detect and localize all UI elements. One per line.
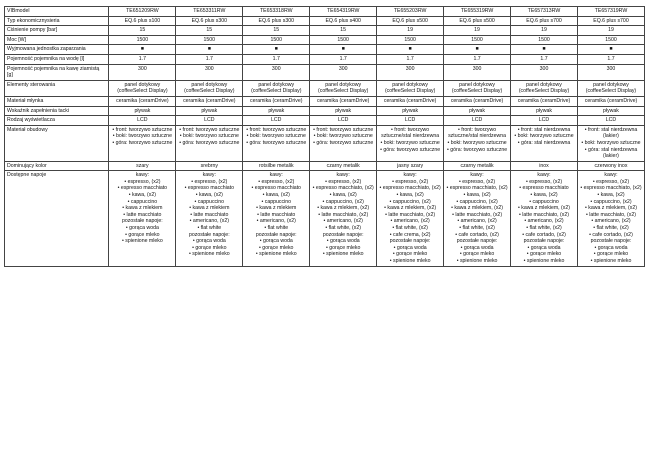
table-row bbox=[5, 106, 645, 116]
list-item: • front: tworzywo sztuczne/stal nierdzewna bbox=[381, 126, 440, 140]
list-item: • góra: tworzywo sztuczne bbox=[246, 139, 307, 146]
row-label: Dostępne napoje bbox=[5, 171, 109, 266]
table-cell: panel dotykowy (coffeeSelect Display) bbox=[243, 80, 310, 96]
other-drinks-list bbox=[111, 218, 173, 244]
list-item: kawy: bbox=[202, 172, 216, 179]
list-item: • kawa z mlekiem, (x2) bbox=[518, 205, 570, 212]
list-item: • gorące mleko bbox=[125, 231, 160, 238]
list-item: • espresso, (x2) bbox=[525, 178, 563, 185]
table-cell: 1.7 bbox=[511, 54, 578, 64]
list-item: • latte macchiato, (x2) bbox=[586, 211, 636, 218]
list-item: • espresso macchiato bbox=[251, 185, 301, 192]
list-item: • espresso, (x2) bbox=[392, 178, 429, 185]
color-row bbox=[5, 161, 645, 171]
table-cell: ceramika (ceramDrive) bbox=[577, 96, 644, 106]
list-item: • gorąca woda bbox=[527, 244, 561, 251]
table-cell: ■ bbox=[109, 45, 176, 55]
table-cell: ■ bbox=[511, 45, 578, 55]
list-item: kawy: bbox=[135, 172, 149, 179]
drinks-cell bbox=[444, 171, 511, 266]
list-item: • espresso macchiato, (x2) bbox=[580, 185, 642, 192]
other-drinks-list bbox=[446, 238, 508, 264]
list-item: • boki: tworzywo sztuczne bbox=[380, 139, 440, 146]
table-cell: ceramika (ceramDrive) bbox=[444, 96, 511, 106]
list-item: • espresso, (x2) bbox=[325, 178, 362, 185]
list-item: • cappuccino bbox=[261, 198, 291, 205]
list-item: • gorące mleko bbox=[325, 244, 361, 251]
table-cell: jasny szary bbox=[377, 161, 444, 171]
list-item: • latte macchiato, (x2) bbox=[519, 211, 569, 218]
table-row bbox=[5, 45, 645, 55]
table-cell: pływak bbox=[377, 106, 444, 116]
drinks-row bbox=[5, 171, 645, 266]
list-item: pozostałe napoje: bbox=[523, 238, 565, 245]
table-cell: 19 bbox=[577, 26, 644, 36]
coffee-list bbox=[245, 172, 307, 231]
table-cell: 1.7 bbox=[444, 54, 511, 64]
drinks-cell bbox=[377, 171, 444, 266]
list-item: • espresso, (x2) bbox=[592, 178, 630, 185]
table-cell: rotsilbe metalik bbox=[243, 161, 310, 171]
list-item: • gorące mleko bbox=[526, 251, 562, 258]
housing-cell bbox=[243, 125, 310, 161]
list-item: • espresso, (x2) bbox=[459, 178, 496, 185]
list-item: pozostałe napoje: bbox=[590, 238, 632, 245]
table-cell: czarny metalik bbox=[444, 161, 511, 171]
list-item: • flat white, (x2) bbox=[392, 225, 428, 232]
list-item: kawy: bbox=[403, 172, 417, 179]
table-cell: pływak bbox=[109, 106, 176, 116]
spec-table bbox=[4, 6, 645, 267]
model-name: TE655203RW bbox=[377, 7, 444, 17]
housing-list bbox=[111, 127, 173, 147]
table-cell: ceramika (ceramDrive) bbox=[310, 96, 377, 106]
list-item: kawy: bbox=[269, 172, 283, 179]
table-row bbox=[5, 35, 645, 45]
table-cell: LCD bbox=[310, 116, 377, 126]
table-cell: pływak bbox=[444, 106, 511, 116]
table-row bbox=[5, 64, 645, 80]
list-item: • cappuccino bbox=[194, 198, 225, 205]
list-item: • kawa z mlekiem bbox=[256, 205, 297, 212]
row-label: Pojemność pojemnika na kawę ziarnistą [g] bbox=[5, 64, 109, 80]
table-cell: 19 bbox=[444, 26, 511, 36]
list-item: • kawa z mlekiem bbox=[189, 205, 230, 212]
list-item: • gorąca woda bbox=[460, 244, 494, 251]
list-item: • cafe cortado, (x2) bbox=[522, 231, 566, 238]
model-name: TE654319RW bbox=[310, 7, 377, 17]
drinks-cell bbox=[176, 171, 243, 266]
table-cell: 1500 bbox=[310, 35, 377, 45]
row-label: Pojemność pojemnika na wodę [l] bbox=[5, 54, 109, 64]
table-cell: EQ.6 plus s400 bbox=[310, 16, 377, 26]
model-name: TE653311RW bbox=[176, 7, 243, 17]
coffee-list bbox=[111, 172, 173, 218]
table-cell: ceramika (ceramDrive) bbox=[243, 96, 310, 106]
table-cell: 300 bbox=[444, 64, 511, 80]
list-item: • front: tworzywo sztuczne bbox=[179, 126, 240, 133]
list-item: • gorąca woda bbox=[259, 238, 293, 245]
table-cell: 1.7 bbox=[109, 54, 176, 64]
list-item: • gorąca woda bbox=[393, 244, 427, 251]
list-item: • boki: tworzywo sztuczne bbox=[514, 133, 574, 140]
list-item: • góra: tworzywo sztuczne bbox=[380, 146, 441, 153]
table-cell: EQ.6 plus s500 bbox=[377, 16, 444, 26]
row-label: Materiał młynka bbox=[5, 96, 109, 106]
table-row bbox=[5, 16, 645, 26]
header-row bbox=[5, 7, 645, 17]
table-cell: 15 bbox=[243, 26, 310, 36]
list-item: • americano, (x2) bbox=[591, 218, 631, 225]
list-item: • góra: tworzywo sztuczne bbox=[313, 139, 374, 146]
table-cell: EQ.6 plus s700 bbox=[577, 16, 644, 26]
list-item: • boki: tworzywo sztuczne bbox=[581, 139, 641, 146]
table-cell: 1500 bbox=[577, 35, 644, 45]
list-item: • kawa, (x2) bbox=[329, 192, 357, 199]
list-item: • cappuccino, (x2) bbox=[389, 198, 431, 205]
list-item: • gorące mleko bbox=[459, 251, 495, 258]
other-drinks-list bbox=[312, 232, 374, 258]
list-item: • spienione mleko bbox=[389, 258, 431, 264]
list-item: • cafe cortado, (x2) bbox=[455, 231, 499, 238]
list-item: • front: tworzywo sztuczne bbox=[313, 126, 374, 133]
table-cell: EQ.6 plus s700 bbox=[511, 16, 578, 26]
list-item: • cappuccino, (x2) bbox=[590, 198, 632, 205]
list-item: • americano, (x2) bbox=[457, 218, 497, 225]
list-item: kawy: bbox=[470, 172, 484, 179]
list-item: • flat white, (x2) bbox=[325, 225, 361, 232]
table-cell: pływak bbox=[243, 106, 310, 116]
list-item: • americano, (x2) bbox=[323, 218, 363, 225]
table-cell: ceramika (ceramDrive) bbox=[176, 96, 243, 106]
table-cell: szary bbox=[109, 161, 176, 171]
list-item: • latte macchiato, (x2) bbox=[385, 211, 436, 218]
table-cell: 1500 bbox=[444, 35, 511, 45]
table-cell: 1500 bbox=[176, 35, 243, 45]
list-item: • espresso macchiato, (x2) bbox=[312, 185, 374, 192]
list-item: pozostałe napoje: bbox=[122, 218, 163, 225]
table-row bbox=[5, 96, 645, 106]
list-item: • kawa, (x2) bbox=[530, 192, 558, 199]
list-item: • gorąca woda bbox=[594, 244, 628, 251]
housing-list bbox=[178, 127, 240, 147]
model-name: TE657313RW bbox=[511, 7, 578, 17]
list-item: • espresso macchiato, (x2) bbox=[379, 185, 441, 192]
housing-cell bbox=[511, 125, 578, 161]
list-item: • kawa, (x2) bbox=[262, 192, 290, 199]
list-item: • kawa z mlekiem, (x2) bbox=[451, 205, 504, 212]
list-item: • boki: tworzywo sztuczne bbox=[447, 139, 507, 146]
table-cell: 300 bbox=[109, 64, 176, 80]
other-drinks-list bbox=[178, 232, 240, 258]
list-item: • flat white bbox=[264, 225, 289, 232]
housing-cell bbox=[444, 125, 511, 161]
list-item: pozostałe napoje: bbox=[188, 231, 230, 238]
list-item: pozostałe napoje: bbox=[322, 231, 364, 238]
drinks-cell bbox=[243, 171, 310, 266]
row-label: Typ ekonomicznysieria bbox=[5, 16, 109, 26]
list-item: • boki: tworzywo sztuczne bbox=[313, 133, 373, 140]
list-item: pozostałe napoje: bbox=[456, 238, 498, 245]
housing-cell bbox=[377, 125, 444, 161]
table-cell: 300 bbox=[511, 64, 578, 80]
table-cell: ■ bbox=[377, 45, 444, 55]
list-item: • gorące mleko bbox=[593, 251, 629, 258]
table-cell: LCD bbox=[243, 116, 310, 126]
list-item: • góra: stal nierdzewna (lakier) bbox=[584, 146, 638, 160]
housing-list bbox=[513, 127, 575, 147]
list-item: • gorąca woda bbox=[192, 238, 226, 245]
table-cell: 300 bbox=[176, 64, 243, 80]
housing-list bbox=[580, 127, 642, 160]
table-cell: 1.7 bbox=[310, 54, 377, 64]
drinks-cell bbox=[310, 171, 377, 266]
table-cell: pływak bbox=[577, 106, 644, 116]
table-row bbox=[5, 26, 645, 36]
list-item: kawy: bbox=[537, 172, 551, 179]
list-item: • espresso, (x2) bbox=[191, 178, 228, 185]
table-cell: EQ.6 plus s500 bbox=[444, 16, 511, 26]
list-item: • góra: tworzywo sztuczne bbox=[179, 139, 240, 146]
housing-cell bbox=[310, 125, 377, 161]
table-cell: pływak bbox=[176, 106, 243, 116]
list-item: • latte macchiato bbox=[123, 211, 162, 218]
list-item: • front: tworzywo sztuczne bbox=[112, 126, 173, 133]
list-item: • kawa, (x2) bbox=[463, 192, 491, 199]
list-item: • front: tworzywo sztuczne/stal nierdzewna bbox=[448, 126, 507, 140]
table-cell: 300 bbox=[377, 64, 444, 80]
list-item: • americano, (x2) bbox=[256, 218, 296, 225]
table-cell: 1.7 bbox=[377, 54, 444, 64]
table-cell: pływak bbox=[511, 106, 578, 116]
table-cell: 1500 bbox=[511, 35, 578, 45]
table-cell: inox bbox=[511, 161, 578, 171]
list-item: • flat white bbox=[197, 225, 222, 232]
row-label: Rodzaj wyświetlacza bbox=[5, 116, 109, 126]
header-label: VIBmodel bbox=[5, 7, 109, 17]
table-cell: ■ bbox=[310, 45, 377, 55]
table-cell: 19 bbox=[377, 26, 444, 36]
list-item: • gorąca woda bbox=[125, 225, 159, 232]
list-item: • americano, (x2) bbox=[524, 218, 564, 225]
housing-cell bbox=[577, 125, 644, 161]
table-cell: ■ bbox=[176, 45, 243, 55]
coffee-list bbox=[312, 172, 374, 231]
model-name: TE655319RW bbox=[444, 7, 511, 17]
list-item: • espresso macchiato bbox=[184, 185, 234, 192]
list-item: • góra: tworzywo sztuczne bbox=[447, 146, 508, 153]
coffee-list bbox=[178, 172, 240, 231]
list-item: • cafe cortado, (x2) bbox=[589, 231, 633, 238]
row-label: Wyjmowana jednostka zaparzania bbox=[5, 45, 109, 55]
list-item: • spienione mleko bbox=[255, 251, 297, 258]
list-item: • kawa, (x2) bbox=[195, 192, 223, 199]
table-cell: LCD bbox=[511, 116, 578, 126]
row-label: Ciśnienie pompy [bar] bbox=[5, 26, 109, 36]
list-item: • kawa z mlekiem, (x2) bbox=[317, 205, 370, 212]
list-item: • boki: tworzywo sztuczne bbox=[112, 133, 172, 140]
table-cell: ceramika (ceramDrive) bbox=[377, 96, 444, 106]
model-name: TE653318RW bbox=[243, 7, 310, 17]
other-drinks-list bbox=[513, 238, 575, 264]
list-item: • espresso macchiato bbox=[519, 185, 569, 192]
table-cell: LCD bbox=[444, 116, 511, 126]
housing-row bbox=[5, 125, 645, 161]
model-name: TE651209RW bbox=[109, 7, 176, 17]
table-cell: 300 bbox=[243, 64, 310, 80]
list-item: • kawa z mlekiem, (x2) bbox=[384, 205, 437, 212]
table-cell: LCD bbox=[577, 116, 644, 126]
other-drinks-list bbox=[245, 232, 307, 258]
list-item: • spienione mleko bbox=[456, 258, 498, 264]
list-item: • flat white, (x2) bbox=[526, 225, 562, 232]
row-label: Dominujący kolor bbox=[5, 161, 109, 171]
table-cell: ■ bbox=[444, 45, 511, 55]
table-cell: 300 bbox=[310, 64, 377, 80]
table-cell: EQ.6 plus s300 bbox=[176, 16, 243, 26]
table-cell: panel dotykowy (coffeeSelect Display) bbox=[377, 80, 444, 96]
list-item: • kawa, (x2) bbox=[128, 192, 156, 199]
list-item: • americano, (x2) bbox=[390, 218, 430, 225]
list-item: • gorące mleko bbox=[392, 251, 428, 258]
table-cell: pływak bbox=[310, 106, 377, 116]
table-cell: ceramika (ceramDrive) bbox=[511, 96, 578, 106]
table-cell: panel dotykowy (coffeeSelect Display) bbox=[511, 80, 578, 96]
other-drinks-list bbox=[580, 238, 642, 264]
list-item: • americano, (x2) bbox=[189, 218, 229, 225]
table-cell: ■ bbox=[577, 45, 644, 55]
table-cell: 1.7 bbox=[176, 54, 243, 64]
coffee-list bbox=[446, 172, 508, 238]
row-label: Elementy sterowania bbox=[5, 80, 109, 96]
table-cell: 19 bbox=[511, 26, 578, 36]
list-item: • espresso, (x2) bbox=[258, 178, 295, 185]
other-drinks-list bbox=[379, 238, 441, 264]
list-item: pozostałe napoje: bbox=[255, 231, 297, 238]
row-label: Wskaźnik zapełnienia tacki bbox=[5, 106, 109, 116]
table-cell: 15 bbox=[310, 26, 377, 36]
table-cell: panel dotykowy (coffeeSelect Display) bbox=[444, 80, 511, 96]
list-item: • boki: tworzywo sztuczne bbox=[246, 133, 306, 140]
table-cell: LCD bbox=[377, 116, 444, 126]
list-item: • cappuccino bbox=[127, 198, 158, 205]
table-cell: 1500 bbox=[377, 35, 444, 45]
housing-list bbox=[379, 127, 441, 153]
housing-list bbox=[312, 127, 374, 147]
list-item: • cappuccino bbox=[529, 198, 559, 205]
table-cell: czerwony inox bbox=[577, 161, 644, 171]
list-item: • espresso, (x2) bbox=[124, 178, 161, 185]
housing-cell bbox=[176, 125, 243, 161]
list-item: • góra: tworzywo sztuczne bbox=[112, 139, 173, 146]
list-item: • front: stal nierdzewna (lakier) bbox=[584, 126, 638, 140]
table-row bbox=[5, 80, 645, 96]
table-cell: panel dotykowy (coffeeSelect Display) bbox=[109, 80, 176, 96]
list-item: • front: stal nierdzewna bbox=[517, 126, 571, 133]
list-item: • gorące mleko bbox=[259, 244, 294, 251]
table-cell: ceramika (ceramDrive) bbox=[109, 96, 176, 106]
model-name: TE657319RW bbox=[577, 7, 644, 17]
list-item: • kawa, (x2) bbox=[396, 192, 424, 199]
list-item: • espresso macchiato bbox=[117, 185, 168, 192]
list-item: • góra: stal nierdzewna bbox=[517, 139, 571, 146]
list-item: • flat white, (x2) bbox=[459, 225, 495, 232]
table-cell: 15 bbox=[109, 26, 176, 36]
table-cell: 1.7 bbox=[577, 54, 644, 64]
table-cell: EQ.6 plus s100 bbox=[109, 16, 176, 26]
row-label: Moc [W] bbox=[5, 35, 109, 45]
list-item: • espresso macchiato, (x2) bbox=[446, 185, 508, 192]
list-item: • spienione mleko bbox=[590, 258, 632, 264]
list-item: • cappuccino, (x2) bbox=[322, 198, 364, 205]
list-item: • boki: tworzywo sztuczne bbox=[179, 133, 239, 140]
list-item: • kawa z mlekiem, (x2) bbox=[584, 205, 637, 212]
drinks-cell bbox=[577, 171, 644, 266]
list-item: pozostałe napoje: bbox=[389, 238, 431, 245]
list-item: • cappuccino, (x2) bbox=[456, 198, 498, 205]
list-item: • front: tworzywo sztuczne bbox=[246, 126, 307, 133]
list-item: • latte macchiato bbox=[190, 211, 229, 218]
table-cell: 300 bbox=[577, 64, 644, 80]
table-cell: panel dotykowy (coffeeSelect Display) bbox=[176, 80, 243, 96]
list-item: • spienione mleko bbox=[322, 251, 364, 258]
table-cell: LCD bbox=[109, 116, 176, 126]
list-item: • flat white, (x2) bbox=[593, 225, 629, 232]
drinks-cell bbox=[109, 171, 176, 266]
list-item: kawy: bbox=[336, 172, 350, 179]
coffee-list bbox=[513, 172, 575, 238]
table-cell: panel dotykowy (coffeeSelect Display) bbox=[577, 80, 644, 96]
list-item: • gorąca woda bbox=[326, 238, 360, 245]
list-item: • latte macchiato bbox=[257, 211, 296, 218]
list-item: • gorące mleko bbox=[192, 244, 227, 251]
housing-list bbox=[446, 127, 508, 153]
table-cell: EQ.6 plus s300 bbox=[243, 16, 310, 26]
list-item: kawy: bbox=[604, 172, 618, 179]
table-cell: srebrny bbox=[176, 161, 243, 171]
housing-cell bbox=[109, 125, 176, 161]
table-cell: 15 bbox=[176, 26, 243, 36]
list-item: • latte macchiato, (x2) bbox=[318, 211, 369, 218]
list-item: • spienione mleko bbox=[188, 251, 230, 258]
list-item: • cafe crema, (x2) bbox=[389, 231, 431, 238]
table-cell: 1500 bbox=[109, 35, 176, 45]
table-cell: ■ bbox=[243, 45, 310, 55]
table-row bbox=[5, 54, 645, 64]
list-item: • spienione mleko bbox=[523, 258, 565, 264]
list-item: • kawa z mlekiem bbox=[122, 205, 163, 212]
list-item: • spienione mleko bbox=[122, 238, 163, 245]
table-cell: czarny metalik bbox=[310, 161, 377, 171]
list-item: • latte macchiato, (x2) bbox=[452, 211, 503, 218]
table-cell: panel dotykowy (coffeeSelect Display) bbox=[310, 80, 377, 96]
row-label: Materiał obudowy bbox=[5, 125, 109, 161]
coffee-list bbox=[580, 172, 642, 238]
coffee-list bbox=[379, 172, 441, 238]
list-item: • kawa, (x2) bbox=[597, 192, 625, 199]
drinks-cell bbox=[511, 171, 578, 266]
table-cell: LCD bbox=[176, 116, 243, 126]
table-row bbox=[5, 116, 645, 126]
housing-list bbox=[245, 127, 307, 147]
table-cell: 1500 bbox=[243, 35, 310, 45]
table-cell: 1.7 bbox=[243, 54, 310, 64]
